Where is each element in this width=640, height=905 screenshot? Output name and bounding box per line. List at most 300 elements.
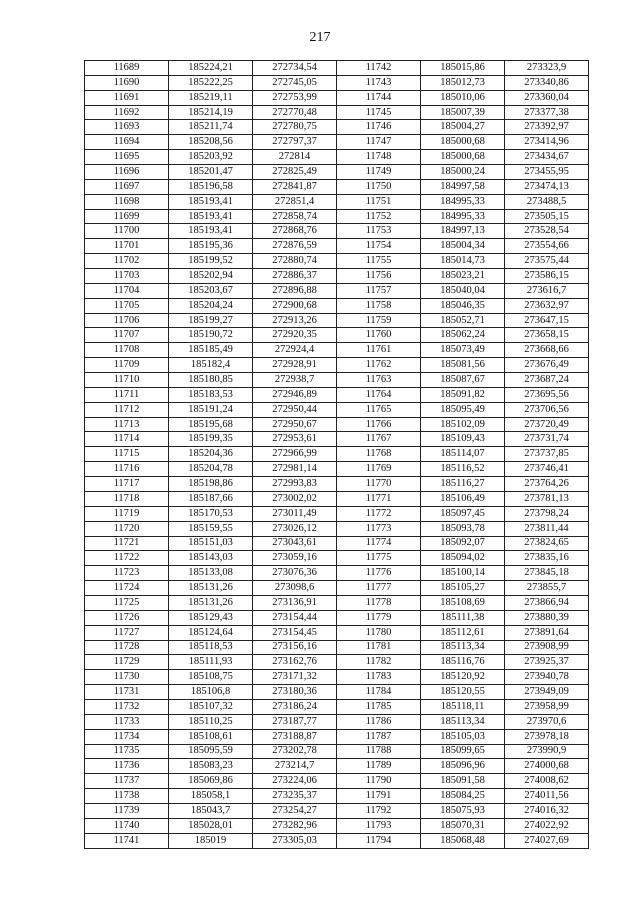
x-coordinate-right-cell: 184995,33 <box>421 209 505 224</box>
x-coordinate-right-cell: 185111,38 <box>421 610 505 625</box>
point-number-right-cell: 11792 <box>337 803 421 818</box>
table-row <box>85 447 589 462</box>
y-coordinate-left-cell: 273136,91 <box>253 595 337 610</box>
point-number-left-cell: 11702 <box>85 254 169 269</box>
x-coordinate-right-cell: 185106,49 <box>421 491 505 506</box>
x-coordinate-right-cell: 185113,34 <box>421 640 505 655</box>
y-coordinate-right-cell: 274011,56 <box>505 789 589 804</box>
table-row <box>85 566 589 581</box>
y-coordinate-left-cell: 273180,36 <box>253 685 337 700</box>
y-coordinate-right-cell: 273731,74 <box>505 432 589 447</box>
y-coordinate-left-cell: 272770,48 <box>253 105 337 120</box>
x-coordinate-left-cell: 185203,67 <box>169 283 253 298</box>
point-number-left-cell: 11736 <box>85 759 169 774</box>
x-coordinate-right-cell: 185007,39 <box>421 105 505 120</box>
point-number-left-cell: 11705 <box>85 298 169 313</box>
table-row <box>85 506 589 521</box>
y-coordinate-right-cell: 273434,67 <box>505 150 589 165</box>
y-coordinate-left-cell: 273154,44 <box>253 610 337 625</box>
x-coordinate-right-cell: 184997,58 <box>421 179 505 194</box>
x-coordinate-left-cell: 185151,03 <box>169 536 253 551</box>
y-coordinate-right-cell: 273377,38 <box>505 105 589 120</box>
table-row <box>85 150 589 165</box>
x-coordinate-left-cell: 185196,58 <box>169 179 253 194</box>
y-coordinate-right-cell: 273323,9 <box>505 61 589 76</box>
y-coordinate-right-cell: 273658,15 <box>505 328 589 343</box>
point-number-left-cell: 11716 <box>85 462 169 477</box>
page-number: 217 <box>309 30 331 45</box>
table-row <box>85 90 589 105</box>
table-row <box>85 387 589 402</box>
point-number-left-cell: 11699 <box>85 209 169 224</box>
point-number-left-cell: 11730 <box>85 670 169 685</box>
y-coordinate-left-cell: 272753,99 <box>253 90 337 105</box>
x-coordinate-left-cell: 185195,68 <box>169 417 253 432</box>
x-coordinate-left-cell: 185108,61 <box>169 729 253 744</box>
y-coordinate-left-cell: 272868,76 <box>253 224 337 239</box>
y-coordinate-right-cell: 273554,66 <box>505 239 589 254</box>
x-coordinate-right-cell: 185100,14 <box>421 566 505 581</box>
y-coordinate-right-cell: 273720,49 <box>505 417 589 432</box>
x-coordinate-left-cell: 185198,86 <box>169 477 253 492</box>
y-coordinate-left-cell: 272981,14 <box>253 462 337 477</box>
x-coordinate-right-cell: 185109,43 <box>421 432 505 447</box>
point-number-left-cell: 11722 <box>85 551 169 566</box>
y-coordinate-left-cell: 273214,7 <box>253 759 337 774</box>
table-row <box>85 328 589 343</box>
y-coordinate-right-cell: 273845,18 <box>505 566 589 581</box>
y-coordinate-right-cell: 273528,54 <box>505 224 589 239</box>
y-coordinate-right-cell: 273668,66 <box>505 343 589 358</box>
y-coordinate-right-cell: 273676,49 <box>505 358 589 373</box>
point-number-left-cell: 11721 <box>85 536 169 551</box>
x-coordinate-left-cell: 185187,66 <box>169 491 253 506</box>
x-coordinate-right-cell: 185114,07 <box>421 447 505 462</box>
point-number-right-cell: 11770 <box>337 477 421 492</box>
y-coordinate-left-cell: 272900,68 <box>253 298 337 313</box>
x-coordinate-right-cell: 185040,04 <box>421 283 505 298</box>
y-coordinate-left-cell: 272825,49 <box>253 165 337 180</box>
table-row <box>85 774 589 789</box>
point-number-left-cell: 11712 <box>85 402 169 417</box>
x-coordinate-right-cell: 185091,58 <box>421 774 505 789</box>
point-number-right-cell: 11755 <box>337 254 421 269</box>
y-coordinate-left-cell: 273202,78 <box>253 744 337 759</box>
y-coordinate-right-cell: 273855,7 <box>505 581 589 596</box>
point-number-left-cell: 11724 <box>85 581 169 596</box>
point-number-right-cell: 11757 <box>337 283 421 298</box>
y-coordinate-right-cell: 273925,37 <box>505 655 589 670</box>
x-coordinate-left-cell: 185069,86 <box>169 774 253 789</box>
point-number-left-cell: 11704 <box>85 283 169 298</box>
y-coordinate-left-cell: 272797,37 <box>253 135 337 150</box>
point-number-left-cell: 11703 <box>85 269 169 284</box>
y-coordinate-right-cell: 274022,92 <box>505 818 589 833</box>
x-coordinate-right-cell: 185116,76 <box>421 655 505 670</box>
y-coordinate-right-cell: 273958,99 <box>505 699 589 714</box>
y-coordinate-right-cell: 273811,44 <box>505 521 589 536</box>
point-number-right-cell: 11744 <box>337 90 421 105</box>
x-coordinate-left-cell: 185201,47 <box>169 165 253 180</box>
y-coordinate-right-cell: 273908,99 <box>505 640 589 655</box>
x-coordinate-left-cell: 185028,01 <box>169 818 253 833</box>
x-coordinate-left-cell: 185190,72 <box>169 328 253 343</box>
y-coordinate-right-cell: 273695,56 <box>505 387 589 402</box>
table-row <box>85 417 589 432</box>
point-number-right-cell: 11767 <box>337 432 421 447</box>
table-row <box>85 536 589 551</box>
table-row <box>85 373 589 388</box>
x-coordinate-left-cell: 185170,53 <box>169 506 253 521</box>
x-coordinate-left-cell: 185211,74 <box>169 120 253 135</box>
table-row <box>85 61 589 76</box>
y-coordinate-left-cell: 273282,96 <box>253 818 337 833</box>
point-number-right-cell: 11791 <box>337 789 421 804</box>
x-coordinate-left-cell: 185095,59 <box>169 744 253 759</box>
y-coordinate-left-cell: 272851,4 <box>253 194 337 209</box>
y-coordinate-right-cell: 273866,94 <box>505 595 589 610</box>
y-coordinate-left-cell: 272780,75 <box>253 120 337 135</box>
table-row <box>85 595 589 610</box>
y-coordinate-right-cell: 273880,39 <box>505 610 589 625</box>
point-number-left-cell: 11725 <box>85 595 169 610</box>
x-coordinate-left-cell: 185107,32 <box>169 699 253 714</box>
y-coordinate-right-cell: 273990,9 <box>505 744 589 759</box>
point-number-right-cell: 11775 <box>337 551 421 566</box>
y-coordinate-right-cell: 274000,68 <box>505 759 589 774</box>
x-coordinate-left-cell: 185204,78 <box>169 462 253 477</box>
x-coordinate-right-cell: 185062,24 <box>421 328 505 343</box>
y-coordinate-left-cell: 273254,27 <box>253 803 337 818</box>
y-coordinate-right-cell: 273575,44 <box>505 254 589 269</box>
point-number-right-cell: 11752 <box>337 209 421 224</box>
point-number-left-cell: 11692 <box>85 105 169 120</box>
point-number-right-cell: 11788 <box>337 744 421 759</box>
x-coordinate-left-cell: 185143,03 <box>169 551 253 566</box>
x-coordinate-right-cell: 184995,33 <box>421 194 505 209</box>
point-number-right-cell: 11750 <box>337 179 421 194</box>
x-coordinate-left-cell: 185193,41 <box>169 194 253 209</box>
x-coordinate-left-cell: 185182,4 <box>169 358 253 373</box>
point-number-right-cell: 11760 <box>337 328 421 343</box>
x-coordinate-right-cell: 185120,92 <box>421 670 505 685</box>
table-row <box>85 744 589 759</box>
y-coordinate-left-cell: 272953,61 <box>253 432 337 447</box>
table-row <box>85 685 589 700</box>
x-coordinate-right-cell: 185068,48 <box>421 833 505 848</box>
y-coordinate-right-cell: 273616,7 <box>505 283 589 298</box>
x-coordinate-right-cell: 185023,21 <box>421 269 505 284</box>
y-coordinate-right-cell: 273414,96 <box>505 135 589 150</box>
y-coordinate-left-cell: 273098,6 <box>253 581 337 596</box>
point-number-left-cell: 11738 <box>85 789 169 804</box>
y-coordinate-left-cell: 272841,87 <box>253 179 337 194</box>
y-coordinate-left-cell: 272896,88 <box>253 283 337 298</box>
table-row <box>85 655 589 670</box>
x-coordinate-right-cell: 185092,07 <box>421 536 505 551</box>
x-coordinate-left-cell: 185129,43 <box>169 610 253 625</box>
point-number-right-cell: 11793 <box>337 818 421 833</box>
table-row <box>85 551 589 566</box>
point-number-right-cell: 11772 <box>337 506 421 521</box>
table-row <box>85 209 589 224</box>
point-number-left-cell: 11737 <box>85 774 169 789</box>
point-number-left-cell: 11713 <box>85 417 169 432</box>
x-coordinate-left-cell: 185058,1 <box>169 789 253 804</box>
y-coordinate-left-cell: 272950,44 <box>253 402 337 417</box>
point-number-left-cell: 11740 <box>85 818 169 833</box>
table-row <box>85 283 589 298</box>
point-number-left-cell: 11729 <box>85 655 169 670</box>
x-coordinate-left-cell: 185208,56 <box>169 135 253 150</box>
point-number-left-cell: 11710 <box>85 373 169 388</box>
table-row <box>85 135 589 150</box>
table-row <box>85 120 589 135</box>
point-number-right-cell: 11783 <box>337 670 421 685</box>
x-coordinate-left-cell: 185083,23 <box>169 759 253 774</box>
y-coordinate-right-cell: 273360,04 <box>505 90 589 105</box>
table-row <box>85 803 589 818</box>
table-row <box>85 298 589 313</box>
point-number-right-cell: 11751 <box>337 194 421 209</box>
y-coordinate-left-cell: 272876,59 <box>253 239 337 254</box>
y-coordinate-right-cell: 274008,62 <box>505 774 589 789</box>
x-coordinate-left-cell: 185224,21 <box>169 61 253 76</box>
y-coordinate-right-cell: 273488,5 <box>505 194 589 209</box>
point-number-right-cell: 11780 <box>337 625 421 640</box>
y-coordinate-left-cell: 272880,74 <box>253 254 337 269</box>
x-coordinate-right-cell: 185000,24 <box>421 165 505 180</box>
point-number-left-cell: 11711 <box>85 387 169 402</box>
coordinates-table <box>84 60 589 849</box>
y-coordinate-left-cell: 273224,06 <box>253 774 337 789</box>
x-coordinate-right-cell: 185099,65 <box>421 744 505 759</box>
point-number-left-cell: 11689 <box>85 61 169 76</box>
x-coordinate-left-cell: 185203,92 <box>169 150 253 165</box>
table-row <box>85 254 589 269</box>
point-number-right-cell: 11777 <box>337 581 421 596</box>
table-row <box>85 759 589 774</box>
y-coordinate-left-cell: 273186,24 <box>253 699 337 714</box>
y-coordinate-right-cell: 273891,64 <box>505 625 589 640</box>
x-coordinate-right-cell: 185004,27 <box>421 120 505 135</box>
point-number-left-cell: 11714 <box>85 432 169 447</box>
point-number-left-cell: 11695 <box>85 150 169 165</box>
table-row <box>85 640 589 655</box>
y-coordinate-left-cell: 272928,91 <box>253 358 337 373</box>
table-row <box>85 581 589 596</box>
x-coordinate-right-cell: 185091,82 <box>421 387 505 402</box>
y-coordinate-right-cell: 273781,13 <box>505 491 589 506</box>
y-coordinate-right-cell: 273764,26 <box>505 477 589 492</box>
point-number-right-cell: 11748 <box>337 150 421 165</box>
point-number-right-cell: 11766 <box>337 417 421 432</box>
table-row <box>85 224 589 239</box>
point-number-right-cell: 11789 <box>337 759 421 774</box>
y-coordinate-right-cell: 273474,13 <box>505 179 589 194</box>
x-coordinate-left-cell: 185195,36 <box>169 239 253 254</box>
x-coordinate-right-cell: 185004,34 <box>421 239 505 254</box>
x-coordinate-right-cell: 185075,93 <box>421 803 505 818</box>
table-row <box>85 75 589 90</box>
y-coordinate-left-cell: 273156,16 <box>253 640 337 655</box>
y-coordinate-right-cell: 273940,78 <box>505 670 589 685</box>
y-coordinate-left-cell: 272946,89 <box>253 387 337 402</box>
y-coordinate-left-cell: 272858,74 <box>253 209 337 224</box>
x-coordinate-right-cell: 185120,55 <box>421 685 505 700</box>
y-coordinate-left-cell: 273002,02 <box>253 491 337 506</box>
table-row <box>85 625 589 640</box>
point-number-left-cell: 11726 <box>85 610 169 625</box>
table-row <box>85 402 589 417</box>
point-number-left-cell: 11697 <box>85 179 169 194</box>
x-coordinate-left-cell: 185118,53 <box>169 640 253 655</box>
y-coordinate-left-cell: 273162,76 <box>253 655 337 670</box>
y-coordinate-left-cell: 272950,67 <box>253 417 337 432</box>
y-coordinate-right-cell: 274016,32 <box>505 803 589 818</box>
point-number-right-cell: 11745 <box>337 105 421 120</box>
point-number-left-cell: 11701 <box>85 239 169 254</box>
x-coordinate-right-cell: 185108,69 <box>421 595 505 610</box>
x-coordinate-left-cell: 185185,49 <box>169 343 253 358</box>
table-row <box>85 165 589 180</box>
table-row <box>85 699 589 714</box>
point-number-right-cell: 11763 <box>337 373 421 388</box>
x-coordinate-right-cell: 185113,34 <box>421 714 505 729</box>
point-number-left-cell: 11728 <box>85 640 169 655</box>
point-number-right-cell: 11761 <box>337 343 421 358</box>
x-coordinate-left-cell: 185191,24 <box>169 402 253 417</box>
x-coordinate-left-cell: 185183,53 <box>169 387 253 402</box>
x-coordinate-right-cell: 185096,96 <box>421 759 505 774</box>
x-coordinate-left-cell: 185019 <box>169 833 253 848</box>
y-coordinate-left-cell: 273305,03 <box>253 833 337 848</box>
point-number-right-cell: 11764 <box>337 387 421 402</box>
point-number-left-cell: 11723 <box>85 566 169 581</box>
point-number-left-cell: 11708 <box>85 343 169 358</box>
x-coordinate-left-cell: 185214,19 <box>169 105 253 120</box>
point-number-right-cell: 11782 <box>337 655 421 670</box>
x-coordinate-right-cell: 185014,73 <box>421 254 505 269</box>
point-number-right-cell: 11774 <box>337 536 421 551</box>
x-coordinate-right-cell: 185102,09 <box>421 417 505 432</box>
point-number-left-cell: 11694 <box>85 135 169 150</box>
point-number-left-cell: 11693 <box>85 120 169 135</box>
x-coordinate-right-cell: 185073,49 <box>421 343 505 358</box>
y-coordinate-left-cell: 273026,12 <box>253 521 337 536</box>
point-number-right-cell: 11765 <box>337 402 421 417</box>
x-coordinate-left-cell: 185110,25 <box>169 714 253 729</box>
point-number-right-cell: 11784 <box>337 685 421 700</box>
table-row <box>85 194 589 209</box>
point-number-right-cell: 11759 <box>337 313 421 328</box>
table-row <box>85 521 589 536</box>
x-coordinate-left-cell: 185131,26 <box>169 595 253 610</box>
point-number-right-cell: 11776 <box>337 566 421 581</box>
point-number-right-cell: 11778 <box>337 595 421 610</box>
x-coordinate-left-cell: 185193,41 <box>169 209 253 224</box>
x-coordinate-right-cell: 185015,86 <box>421 61 505 76</box>
x-coordinate-left-cell: 185043,7 <box>169 803 253 818</box>
x-coordinate-left-cell: 185199,27 <box>169 313 253 328</box>
x-coordinate-left-cell: 185159,55 <box>169 521 253 536</box>
point-number-left-cell: 11741 <box>85 833 169 848</box>
x-coordinate-right-cell: 185093,78 <box>421 521 505 536</box>
x-coordinate-right-cell: 184997,13 <box>421 224 505 239</box>
table-row <box>85 714 589 729</box>
point-number-right-cell: 11779 <box>337 610 421 625</box>
x-coordinate-left-cell: 185202,94 <box>169 269 253 284</box>
point-number-left-cell: 11691 <box>85 90 169 105</box>
point-number-right-cell: 11742 <box>337 61 421 76</box>
y-coordinate-right-cell: 273746,41 <box>505 462 589 477</box>
x-coordinate-left-cell: 185131,26 <box>169 581 253 596</box>
coordinates-table-body <box>85 61 589 849</box>
y-coordinate-left-cell: 272924,4 <box>253 343 337 358</box>
point-number-right-cell: 11790 <box>337 774 421 789</box>
point-number-right-cell: 11787 <box>337 729 421 744</box>
point-number-right-cell: 11753 <box>337 224 421 239</box>
x-coordinate-right-cell: 185087,67 <box>421 373 505 388</box>
point-number-left-cell: 11690 <box>85 75 169 90</box>
table-row <box>85 477 589 492</box>
x-coordinate-left-cell: 185193,41 <box>169 224 253 239</box>
y-coordinate-left-cell: 273188,87 <box>253 729 337 744</box>
y-coordinate-right-cell: 273392,97 <box>505 120 589 135</box>
x-coordinate-left-cell: 185106,8 <box>169 685 253 700</box>
y-coordinate-right-cell: 273586,15 <box>505 269 589 284</box>
point-number-left-cell: 11715 <box>85 447 169 462</box>
x-coordinate-right-cell: 185010,06 <box>421 90 505 105</box>
y-coordinate-right-cell: 274027,69 <box>505 833 589 848</box>
table-row <box>85 491 589 506</box>
point-number-left-cell: 11733 <box>85 714 169 729</box>
table-row <box>85 610 589 625</box>
x-coordinate-left-cell: 185111,93 <box>169 655 253 670</box>
y-coordinate-right-cell: 273455,95 <box>505 165 589 180</box>
y-coordinate-left-cell: 273059,16 <box>253 551 337 566</box>
x-coordinate-right-cell: 185084,25 <box>421 789 505 804</box>
y-coordinate-right-cell: 273970,6 <box>505 714 589 729</box>
y-coordinate-right-cell: 273978,18 <box>505 729 589 744</box>
table-row <box>85 239 589 254</box>
point-number-left-cell: 11700 <box>85 224 169 239</box>
x-coordinate-right-cell: 185046,35 <box>421 298 505 313</box>
y-coordinate-left-cell: 273171,32 <box>253 670 337 685</box>
table-row <box>85 818 589 833</box>
table-row <box>85 269 589 284</box>
table-row <box>85 729 589 744</box>
table-row <box>85 343 589 358</box>
point-number-right-cell: 11756 <box>337 269 421 284</box>
x-coordinate-left-cell: 185222,25 <box>169 75 253 90</box>
point-number-right-cell: 11794 <box>337 833 421 848</box>
y-coordinate-left-cell: 273187,77 <box>253 714 337 729</box>
y-coordinate-right-cell: 273340,86 <box>505 75 589 90</box>
point-number-right-cell: 11773 <box>337 521 421 536</box>
x-coordinate-right-cell: 185081,56 <box>421 358 505 373</box>
y-coordinate-left-cell: 272814 <box>253 150 337 165</box>
point-number-left-cell: 11735 <box>85 744 169 759</box>
point-number-right-cell: 11747 <box>337 135 421 150</box>
x-coordinate-left-cell: 185180,85 <box>169 373 253 388</box>
x-coordinate-right-cell: 185000,68 <box>421 150 505 165</box>
point-number-left-cell: 11706 <box>85 313 169 328</box>
y-coordinate-left-cell: 272993,83 <box>253 477 337 492</box>
y-coordinate-right-cell: 273798,24 <box>505 506 589 521</box>
x-coordinate-left-cell: 185108,75 <box>169 670 253 685</box>
table-row <box>85 358 589 373</box>
